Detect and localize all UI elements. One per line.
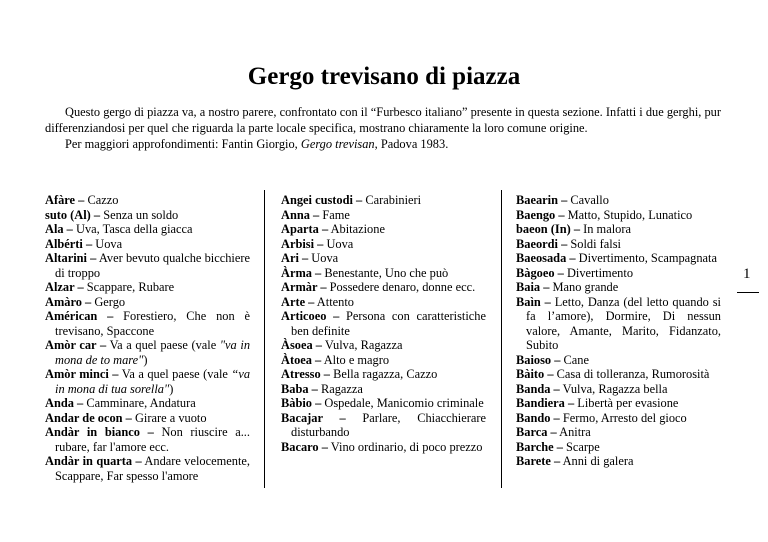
- entry-definition: Non riuscire a... rubare, far l'amore ecc.: [55, 425, 251, 454]
- entry-definition: Aver bevuto qualche bicchiere di troppo: [55, 251, 250, 280]
- glossary-entry: [516, 425, 721, 440]
- entry-definition: Divertimento: [566, 265, 634, 280]
- entry-term: Arte –: [281, 294, 315, 309]
- entry-definition: Va a quel paese (vale: [109, 338, 217, 352]
- page-title: Gergo trevisano di piazza: [247, 63, 521, 90]
- entry-definition: Camminare, Andatura: [86, 396, 196, 410]
- glossary-entry: [45, 338, 250, 367]
- entry-definition: Letto, Danza (del letto quando si fa l’amore), Dormire, Di nessun valore, Amante, Marito, Fidanzato, Subito: [526, 294, 721, 352]
- entry-closing: ): [143, 352, 148, 367]
- intro-reference: [45, 136, 721, 152]
- glossary-entry: [281, 193, 486, 208]
- glossary-entry: [281, 295, 486, 310]
- entry-definition: Cane: [563, 352, 589, 367]
- glossary-entry: [45, 295, 250, 310]
- entry-term: Aparta –: [281, 222, 329, 236]
- entry-definition: Ospedale, Manicomio criminale: [324, 396, 484, 410]
- entry-term: Bacajar –: [281, 410, 346, 425]
- entry-definition: Persona con caratteristiche ben definite: [291, 309, 486, 338]
- entry-definition: Fame: [322, 207, 350, 222]
- glossary-entry: [45, 208, 250, 223]
- glossary-entry: [281, 280, 486, 295]
- entry-term: Barca –: [516, 425, 557, 439]
- entry-term: Baeordi –: [516, 236, 568, 251]
- entry-term: Baeosada –: [516, 251, 576, 265]
- entry-term: Amòr minci –: [45, 367, 119, 381]
- entry-definition: Uva, Tasca della giacca: [76, 222, 193, 236]
- entry-term: Anna –: [281, 207, 320, 222]
- entry-definition: Uova: [326, 236, 354, 251]
- glossary-entry: [45, 280, 250, 295]
- glossary-entry: [45, 251, 250, 280]
- entry-definition: In malora: [583, 222, 631, 236]
- glossary-entry: [516, 222, 721, 237]
- glossary-entry: [45, 411, 250, 426]
- glossary-entry: [281, 208, 486, 223]
- glossary-entry: [45, 454, 250, 483]
- glossary-entry: [516, 295, 721, 353]
- entry-definition: Ragazza: [320, 381, 363, 396]
- entry-definition: Bella ragazza, Cazzo: [333, 367, 438, 381]
- glossary-entry: [45, 193, 250, 208]
- entry-term: Bàbio –: [281, 396, 322, 410]
- glossary-entry: [516, 266, 721, 281]
- entry-definition: Uova: [311, 251, 339, 265]
- glossary-entry: [516, 251, 721, 266]
- glossary-entry: [516, 396, 721, 411]
- glossary-entry: [45, 237, 250, 252]
- reference-book-title: Gergo trevisan: [300, 137, 375, 151]
- entry-term: Banda –: [516, 381, 560, 396]
- entry-definition: Cavallo: [570, 193, 609, 207]
- entry-term: Bàito –: [516, 367, 554, 381]
- entry-term: Bacaro –: [281, 439, 328, 454]
- entry-term: Baearin –: [516, 193, 568, 207]
- entry-definition: Fermo, Arresto del gioco: [562, 410, 687, 425]
- glossary-entry: [281, 309, 486, 338]
- glossary-entry: [45, 425, 250, 454]
- entry-definition: Alto e magro: [323, 352, 390, 367]
- entry-term: Bando –: [516, 410, 560, 425]
- entry-definition: Benestante, Uno che può: [324, 265, 449, 280]
- glossary-entry: [45, 309, 250, 338]
- entry-definition: Forestiero, Che non è trevisano, Spaccone: [55, 309, 250, 338]
- entry-term: Anda –: [45, 396, 84, 410]
- entry-definition: Senza un soldo: [103, 207, 179, 222]
- entry-definition: Possedere denaro, donne ecc.: [329, 280, 476, 294]
- entry-term: Amòr car –: [45, 338, 107, 352]
- entry-definition: Soldi falsi: [570, 236, 621, 251]
- entry-definition: Anitra: [559, 425, 591, 439]
- column-divider: [264, 190, 265, 488]
- entry-term: Barche –: [516, 439, 563, 454]
- glossary-entry: [281, 440, 486, 455]
- entry-quote: “va in mona di tua sorella": [55, 367, 251, 396]
- glossary-entry: [516, 382, 721, 397]
- glossary-entry: [516, 353, 721, 368]
- entry-term: Bàgoeo –: [516, 265, 564, 280]
- entry-definition: Girare a vuoto: [134, 410, 207, 425]
- entry-definition: Va a quel paese (vale: [121, 367, 228, 381]
- glossary-entry: [281, 266, 486, 281]
- glossary-entry: [281, 411, 486, 440]
- entry-definition: Anni di galera: [562, 454, 634, 468]
- glossary-entry: [516, 367, 721, 382]
- entry-definition: Attento: [316, 294, 354, 309]
- column-divider: [501, 190, 502, 488]
- entry-definition: Libertà per evasione: [577, 396, 679, 410]
- glossary-entry: [516, 440, 721, 455]
- entry-term: Àrma –: [281, 265, 322, 280]
- entry-term: Andar de ocon –: [45, 410, 132, 425]
- entry-definition: Divertimento, Scampagnata: [578, 251, 717, 265]
- entry-definition: Abitazione: [330, 222, 385, 236]
- glossary-entry: [281, 353, 486, 368]
- glossary-entry: [516, 280, 721, 295]
- glossary-entry: [516, 193, 721, 208]
- reference-suffix: , Padova 1983.: [374, 137, 449, 151]
- glossary-entry: [516, 454, 721, 469]
- glossary-entry: [281, 251, 486, 266]
- entry-term: Baba –: [281, 381, 318, 396]
- glossary-column-2: [281, 193, 486, 454]
- glossary-entry: [281, 237, 486, 252]
- entry-definition: Vulva, Ragazza bella: [562, 381, 668, 396]
- glossary-entry: [281, 222, 486, 237]
- entry-term: Armàr –: [281, 280, 327, 294]
- glossary-column-3: [516, 193, 721, 469]
- entry-definition: Scappare, Rubare: [86, 280, 175, 294]
- glossary-entry: [281, 367, 486, 382]
- entry-quote: "va in mona de to mare": [55, 338, 251, 367]
- entry-term: Baengo –: [516, 207, 565, 222]
- entry-term: Baìn –: [516, 294, 551, 309]
- entry-definition: Uova: [95, 236, 123, 251]
- entry-closing: ): [169, 381, 174, 396]
- entry-term: Baioso –: [516, 352, 561, 367]
- glossary-entry: [516, 411, 721, 426]
- entry-definition: Casa di tolleranza, Rumorosità: [556, 367, 710, 381]
- entry-definition: Gergo: [94, 294, 126, 309]
- entry-term: Albérti –: [45, 236, 93, 251]
- entry-term: Articoeo –: [281, 309, 340, 323]
- glossary-entry: [516, 208, 721, 223]
- entry-term: Afàre –: [45, 193, 85, 207]
- entry-term: baeon (In) –: [516, 222, 581, 236]
- entry-definition: Andare velocemente, Scappare, Far spesso l'amore: [55, 454, 250, 483]
- entry-term: Baia –: [516, 280, 550, 294]
- entry-definition: Vulva, Ragazza: [324, 338, 403, 352]
- reference-prefix: Per maggiori approfondimenti: Fantin Giorgio,: [65, 137, 298, 151]
- entry-term: Àsoea –: [281, 338, 322, 352]
- glossary-column-1: [45, 193, 250, 483]
- entry-definition: Mano grande: [552, 280, 619, 294]
- entry-term: Bandiera –: [516, 396, 575, 410]
- entry-term: Atresso –: [281, 367, 330, 381]
- entry-term: Amàro –: [45, 294, 92, 309]
- glossary-entry: [516, 237, 721, 252]
- entry-term: Américan –: [45, 309, 114, 323]
- glossary-entry: [45, 396, 250, 411]
- entry-definition: Carabinieri: [365, 193, 422, 207]
- entry-definition: Matto, Stupido, Lunatico: [567, 207, 693, 222]
- glossary-entry: [281, 396, 486, 411]
- glossary-entry: [45, 222, 250, 237]
- entry-term: Àtoea –: [281, 352, 322, 367]
- entry-term: Altarini –: [45, 251, 97, 265]
- entry-definition: Cazzo: [87, 193, 119, 207]
- intro-paragraph: Questo gergo di piazza va, a nostro parere, confrontato con il “Furbesco italiano” presente in questa sezione. Infatti i due gerghi, pur differenziandosi per quel che riguarda la parte locale specifica, mostrano chiaramente la loro comune origine.: [45, 105, 721, 135]
- glossary-entry: [281, 338, 486, 353]
- entry-term: Barete –: [516, 454, 561, 468]
- entry-definition: Parlare, Chiacchierare disturbando: [291, 410, 486, 439]
- entry-term: Andàr in quarta –: [45, 454, 142, 468]
- glossary-entry: [281, 382, 486, 397]
- intro: [45, 104, 721, 152]
- entry-term: Angei custodi –: [281, 193, 363, 207]
- entry-definition: Vino ordinario, di poco prezzo: [330, 439, 483, 454]
- page-number-rule: [737, 292, 759, 293]
- entry-term: Andàr in bianco –: [45, 425, 154, 439]
- entry-term: Alzar –: [45, 280, 84, 294]
- page-number: 1: [743, 266, 751, 282]
- glossary-entry: [45, 367, 250, 396]
- entry-definition: Scarpe: [566, 439, 600, 454]
- entry-term: suto (Al) –: [45, 207, 101, 222]
- entry-term: Arbisi –: [281, 236, 324, 251]
- entry-term: Ala –: [45, 222, 73, 236]
- entry-term: Ari –: [281, 251, 309, 265]
